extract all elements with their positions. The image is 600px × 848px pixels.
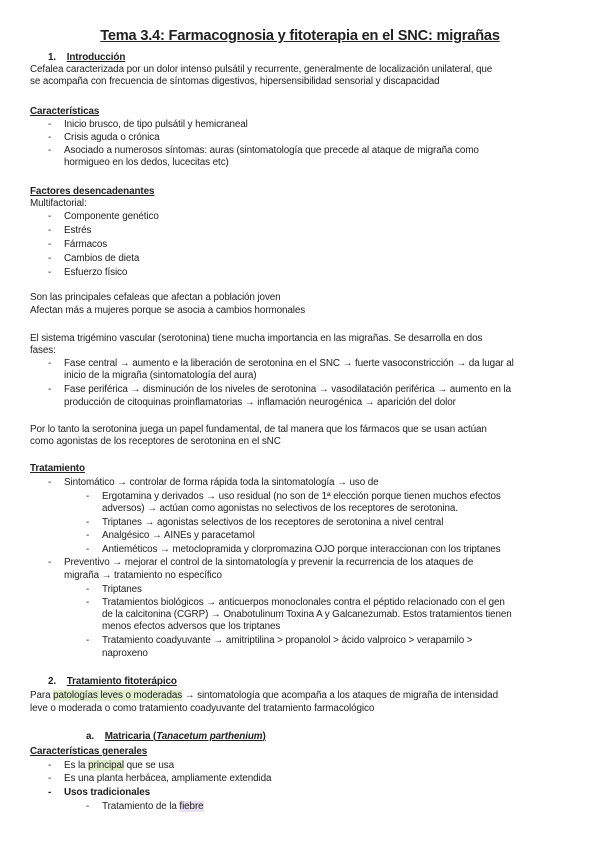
list-item: Cambios de dieta (64, 253, 140, 264)
list-item: Fármacos (64, 239, 108, 250)
highlight: patologías leves o moderadas (53, 690, 183, 701)
tratamiento-heading: Tratamiento (30, 463, 85, 474)
sublist-item: Analgésico → AINEs y paracetamol (102, 530, 255, 541)
sublist-item: Ergotamina y derivados → uso residual (no son de 1ª elección porque tienen muchos efectos (102, 491, 501, 502)
intro-line-2: se acompaña con frecuencia de síntomas digestivos, hipersensibilidad sensorial y discapacidad (30, 76, 440, 87)
list-item-continued: migraña → tratamiento no específico (64, 570, 222, 581)
paragraph-line: Son las principales cefaleas que afectan a población joven (30, 292, 281, 303)
paragraph-line: El sistema trigémino vascular (serotonina) tiene mucha importancia en las migrañas. Se desarrolla en dos (30, 333, 483, 344)
highlight: principal (88, 760, 124, 771)
list-item: Fase central → aumento e la liberación de serotonina en el SNC → fuerte vasoconstricción → da lugar al (64, 358, 514, 369)
list-item: Sintomático → controlar de forma rápida toda la sintomatología → uso de (64, 477, 379, 488)
intro-line-1: Cefalea caracterizada por un dolor intenso pulsátil y recurrente, generalmente de localización unilateral, que (30, 64, 493, 75)
list-item: Preventivo → mejorar el control de la sintomatología y prevenir la recurrencia de los ataques de (64, 557, 474, 568)
section-1-title: Introducción (66, 52, 126, 63)
section-2-number: 2. (48, 676, 57, 687)
sublist-item-continued: de la calcitonina (CGRP) → Onabotulinum Toxina A y Galcanezumab. Estos tratamientos tienen (102, 609, 512, 620)
list-item: Estrés (64, 225, 92, 236)
section-2-heading (48, 676, 177, 688)
paragraph-line: Por lo tanto la serotonina juega un papel fundamental, de tal manera que los fármacos que se usan actúan (30, 424, 487, 435)
subsection-letter: a. (86, 731, 95, 742)
list-item-continued: producción de citoquinas proinflamatorias → inflamación neurogénica → aparición del dolor (64, 397, 456, 408)
paragraph-line: leve o moderada o como tratamiento coadyuvante del tratamiento farmacológico (30, 703, 375, 714)
section-1-heading (48, 52, 125, 64)
list-item: Asociado a numerosos síntomas: auras (sintomatología que precede al ataque de migraña como (64, 145, 479, 156)
list-item: Es la principal que se usa (64, 760, 174, 771)
list-item: Es una planta herbácea, ampliamente extendida (64, 773, 272, 784)
sublist-item: Tratamiento coadyuvante → amitriptilina > propanolol > ácido valproico > verapamilo > (102, 635, 473, 646)
paragraph-line: Para patologías leves o moderadas → sintomatología que acompaña a los ataques de migraña de intensidad (30, 690, 498, 701)
sublist-item-continued: menos efectos adversos que los triptanes (102, 621, 281, 632)
list-item: Componente genético (64, 211, 159, 222)
factores-heading: Factores desencadenantes (30, 186, 155, 197)
page-title: Tema 3.4: Farmacognosia y fitoterapia en el SNC: migrañas (100, 28, 500, 44)
list-item-continued: hormigueo en los dedos, lucecitas etc) (64, 157, 229, 168)
section-1-number: 1. (48, 52, 57, 63)
sublist-item-continued: naproxeno (102, 648, 148, 659)
factores-subheading: Multifactorial: (30, 198, 87, 209)
caracteristicas-heading: Características (30, 106, 100, 117)
sublist-item: Antieméticos → metoclopramida y clorpromazina OJO porque interaccionan con los triptanes (102, 544, 501, 555)
list-item: Crisis aguda o crónica (64, 132, 160, 143)
sublist-item: Triptanes (102, 584, 142, 595)
highlight: fiebre (179, 801, 204, 812)
list-item: Inicio brusco, de tipo pulsátil y hemicraneal (64, 119, 248, 130)
caracteristicas-generales-heading: Características generales (30, 746, 148, 757)
sublist-item: Triptanes → agonistas selectivos de los receptores de serotonina a nivel central (102, 517, 444, 528)
paragraph-line: fases: (30, 345, 56, 356)
sublist-item-continued: adversos) → actúan como agonistas no selectivos de los receptores de serotonina. (102, 503, 458, 514)
list-item: Esfuerzo físico (64, 267, 128, 278)
usos-tradicionales-heading: Usos tradicionales (64, 787, 151, 798)
subsection-a-heading: a. Matricaria (Tanacetum parthenium) (86, 731, 266, 742)
sublist-item: Tratamiento de la fiebre (102, 801, 204, 812)
list-item: Fase periférica → disminución de los niveles de serotonina → vasodilatación periférica → aumento en la (64, 384, 512, 395)
sublist-item: Tratamientos biológicos → anticuerpos monoclonales contra el péptido relacionado con el gen (102, 597, 505, 608)
section-2-title: Tratamiento fitoterápico (66, 676, 177, 687)
document-page: Tema 3.4: Farmacognosia y fitoterapia en el SNC: migrañas 1. Introducción Cefalea caracterizada por un dolor intenso pulsátil y recurrente, generalmente de localización unilateral, que se acompaña con frecuencia de síntomas digestivos, hipersensibilidad sensorial y discapacidad Características - Inicio brusco, de tipo pulsátil y hemicraneal - Crisis aguda o crónica - Asociado a numerosos síntomas: auras (sintomatología que precede al ataque de migraña como hormigueo en los dedos, lucecitas etc) Factores desencadenantes Multifactorial: - Componente genético - Estrés - Fármacos - Cambios de dieta - Esfuerzo físico Son las principales cefaleas que afectan a población joven Afectan más a mujeres porque se asocia a cambios hormonales El sistema trigémino vascular (serotonina) tiene mucha importancia en las migrañas. Se desarrolla en dos fases: - Fase central → aumento e la liberación de serotonina en el SNC → fuerte vasoconstricción → da lugar al inicio de la migraña (sintomatología del aura) - Fase periférica → disminución de los niveles de serotonina → vasodilatación periférica → aumento en la producción de citoquinas proinflamatorias → inflamación neurogénica → aparición del dolor Por lo tanto la serotonina juega un papel fundamental, de tal manera que los fármacos que se usan actúan como agonistas de los receptores de serotonina en el sNC Tratamiento - Sintomático → controlar de forma rápida toda la sintomatología → uso de - Ergotamina y derivados → uso residual (no son de 1ª elección porque tienen muchos efectos adversos) → actúan como agonistas no selectivos de los receptores de serotonina. - Triptanes → agonistas selectivos de los receptores de serotonina a nivel central - Analgésico → AINEs y paracetamol - Antieméticos → metoclopramida y clorpromazina OJO porque interaccionan con los triptanes - Preventivo → mejorar el control de la sintomatología y prevenir la recurrencia de los ataques de migraña → tratamiento no específico - Triptanes - Tratamientos biológicos → anticuerpos monoclonales contra el péptido relacionado con el gen de la calcitonina (CGRP) → Onabotulinum Toxina A y Galcanezumab. Estos tratamientos tienen menos efectos adversos que los triptanes - Tratamiento coadyuvante → amitriptilina > propanolol > ácido valproico > verapamilo > naproxeno 2. Tratamiento fitoterápico Para patologías leves o moderadas → sintomatología que acompaña a los ataques de migraña de intensidad leve o moderada o como tratamiento coadyuvante del tratamiento farmacológico a. Matricaria (Tanacetum parthenium) Características generales - Es la principal que se usa - Es una planta herbácea, ampliamente extendida - Usos tradicionales - Tratamiento de la fiebre (0, 0, 600, 848)
list-item-continued: inicio de la migraña (sintomatología del aura) (64, 370, 257, 381)
paragraph-line: como agonistas de los receptores de serotonina en el sNC (30, 436, 281, 447)
paragraph-line: Afectan más a mujeres porque se asocia a cambios hormonales (30, 305, 306, 316)
latin-name: Tanacetum parthenium (156, 731, 263, 742)
